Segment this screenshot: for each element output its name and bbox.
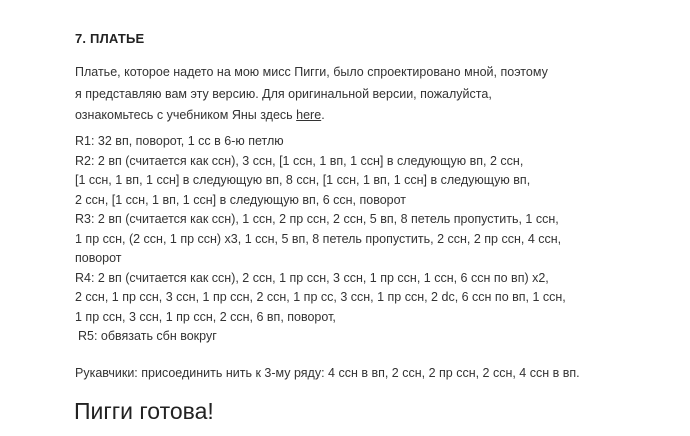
intro-line: Платье, которое надето на мою мисс Пигги, было спроектировано мной, поэтому (75, 65, 548, 79)
section-heading: Пигги готова! (74, 398, 214, 424)
pattern-row: R3: 2 вп (считается как ссн), 1 ссн, 2 пр ссн, 2 ссн, 5 вп, 8 петель пропустить, 1 ссн, (75, 212, 559, 226)
section-title: 7. ПЛАТЬЕ (75, 31, 145, 46)
pattern-row: R5: обвязать сбн вокруг (78, 329, 217, 343)
pattern-row: 1 пр ссн, (2 ссн, 1 пр ссн) x3, 1 ссн, 5 вп, 8 петель пропустить, 2 ссн, 2 пр ссн, 4 ссн, (75, 231, 562, 246)
pattern-rows (75, 132, 665, 347)
tutorial-link[interactable]: here (296, 108, 322, 122)
pattern-row: R2: 2 вп (считается как ссн), 3 ссн, [1 ссн, 1 вп, 1 ссн] в следующую вп, 2 ссн, (75, 153, 524, 168)
sleeves-instructions: Рукавчики: присоединить нить к 3-му ряду: 4 ссн в вп, 2 ссн, 2 пр ссн, 2 ссн, 4 ссн в вп. (75, 366, 580, 380)
intro-line: я представляю вам эту версию. Для оригинальной версии, пожалуйста, (75, 86, 492, 101)
pattern-row: R4: 2 вп (считается как ссн), 2 ссн, 1 пр ссн, 3 ссн, 1 пр ссн, 1 ссн, 6 ссн по вп) x2, (75, 270, 549, 285)
intro-line: ознакомьтесь с учебником Яны здесь (75, 108, 297, 122)
pattern-row: 2 ссн, 1 пр ссн, 3 ссн, 1 пр ссн, 2 ссн, 1 пр сс, 3 ссн, 1 пр ссн, 2 dc, 6 ссн по вп, 1 ссн, (75, 290, 566, 304)
pattern-row: R1: 32 вп, поворот, 1 сс в 6-ю петлю (75, 134, 284, 148)
intro-line-end: . (321, 108, 325, 122)
pattern-row: [1 ссн, 1 вп, 1 ссн] в следующую вп, 8 ссн, [1 ссн, 1 вп, 1 ссн] в следующую вп, (75, 173, 531, 187)
pattern-row: 2 ссн, [1 ссн, 1 вп, 1 ссн] в следующую вп, 6 ссн, поворот (75, 192, 407, 207)
pattern-row: 1 пр ссн, 3 ссн, 1 пр ссн, 2 ссн, 6 вп, поворот, (75, 309, 336, 324)
intro-paragraph (75, 62, 635, 127)
pattern-row: поворот (75, 251, 122, 265)
